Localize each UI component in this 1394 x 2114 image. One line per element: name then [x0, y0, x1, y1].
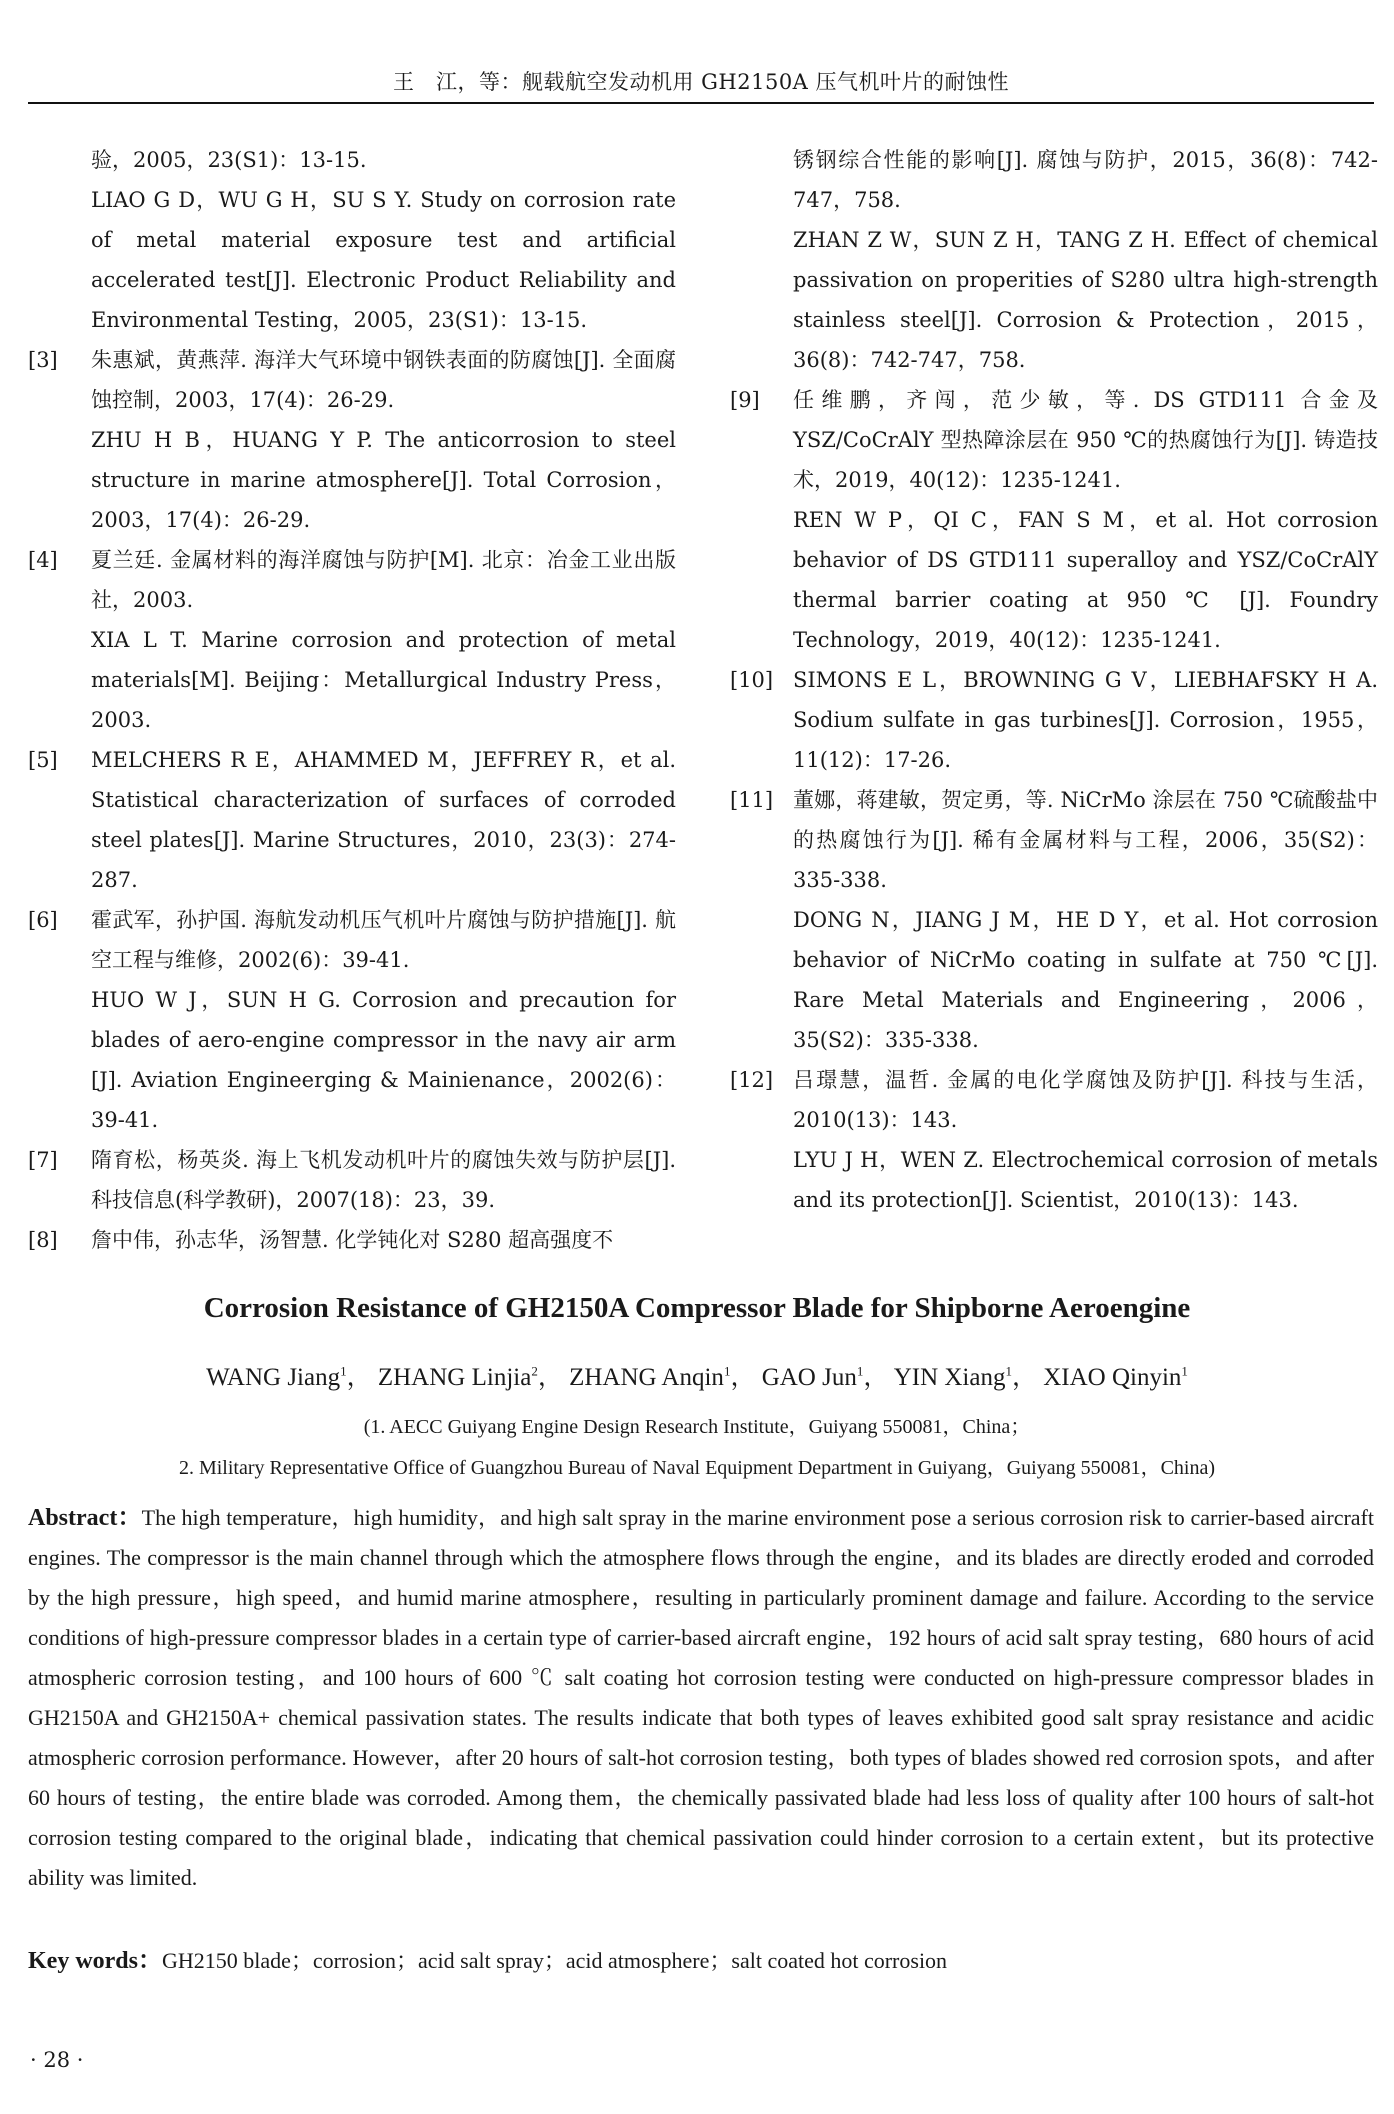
reference-item [730, 660, 1378, 780]
abstract-label: Abstract： [28, 1505, 142, 1531]
author-name: YIN Xiang [893, 1364, 1006, 1391]
abstract [28, 1498, 1374, 1898]
reference-item [28, 740, 676, 900]
ref-line: MELCHERS R E，AHAMMED M，JEFFREY R，et al. Statistical characterization of surfaces of corroded steel plates[J]. Marine Structures，2010，23(3)：274-287. [91, 748, 676, 892]
ref-line: 任维鹏，齐闯，范少敏，等. DS GTD111 合金及 YSZ/CoCrAlY 型热障涂层在 950 ℃的热腐蚀行为[J]. 铸造技术，2019，40(12)：1235-1241. [793, 388, 1378, 492]
ref-line: 霍武军，孙护国. 海航发动机压气机叶片腐蚀与防护措施[J]. 航空工程与维修，2002(6)：39-41. [91, 908, 676, 972]
ref-number: [11] [730, 788, 774, 812]
ref-line: 验，2005，23(S1)：13-15. [91, 148, 367, 172]
affiliation-1: (1. AECC Guiyang Engine Design Research Institute，Guiyang 550081，China； [363, 1416, 1031, 1438]
ref-number: [4] [28, 548, 58, 572]
author-name: ZHANG Anqin [569, 1364, 724, 1391]
ref-line: LIAO G D，WU G H，SU S Y. Study on corrosion rate of metal material exposure test and artificial accelerated test[J]. Electronic Product Reliability and Environmental Testing，2005，23(S1)：13-15. [91, 188, 676, 332]
ref-line: 隋育松，杨英炎. 海上飞机发动机叶片的腐蚀失效与防护层[J]. 科技信息(科学教研)，2007(18)：23，39. [91, 1148, 676, 1212]
ref-line: REN W P，QI C，FAN S M，et al. Hot corrosion behavior of DS GTD111 superalloy and YSZ/CoCrAlY thermal barrier coating at 950 ℃ [J]. Foundry Technology，2019，40(12)：1235-1241. [793, 508, 1378, 652]
ref-line: SIMONS E L，BROWNING G V，LIEBHAFSKY H A. Sodium sulfate in gas turbines[J]. Corrosion，1955，11(12)：17-26. [793, 668, 1378, 772]
ref-line: 吕璟慧，温哲. 金属的电化学腐蚀及防护[J]. 科技与生活，2010(13)：143. [793, 1068, 1378, 1132]
ref-number: [3] [28, 348, 58, 372]
ref-line: 朱惠斌，黄燕萍. 海洋大气环境中钢铁表面的防腐蚀[J]. 全面腐蚀控制，2003，17(4)：26-29. [91, 348, 676, 412]
reference-item [28, 900, 676, 1140]
ref-line: DONG N，JIANG J M，HE D Y，et al. Hot corrosion behavior of NiCrMo coating in sulfate at 750 ℃[J]. Rare Metal Materials and Engineering，2006，35(S2)：335-338. [793, 908, 1378, 1052]
running-head: 王 江，等：舰载航空发动机用 GH2150A 压气机叶片的耐蚀性 [392, 70, 1010, 94]
ref-line: ZHAN Z W，SUN Z H，TANG Z H. Effect of chemical passivation on properities of S280 ultra high-strength stainless steel[J]. Corrosion & Protection，2015，36(8)：742-747，758. [793, 228, 1378, 372]
ref-continuation [730, 140, 1378, 380]
ref-line: HUO W J，SUN H G. Corrosion and precaution for blades of aero-engine compressor in the navy air arm [J]. Aviation Engineerging & Mainienance，2002(6)：39-41. [91, 988, 676, 1132]
author-affiliation-mark: 1 [856, 1363, 864, 1379]
ref-line: 夏兰廷. 金属材料的海洋腐蚀与防护[M]. 北京：冶金工业出版社，2003. [91, 548, 676, 612]
author-affiliation-mark: 1 [723, 1363, 731, 1379]
reference-item [730, 380, 1378, 660]
author-affiliation-mark: 1 [1181, 1363, 1188, 1379]
reference-item [28, 340, 676, 540]
ref-line: ZHU H B，HUANG Y P. The anticorrosion to steel structure in marine atmosphere[J]. Total Corrosion，2003，17(4)：26-29. [91, 428, 676, 532]
reference-item [28, 1220, 676, 1260]
reference-item [730, 780, 1378, 1060]
ref-continuation [28, 140, 676, 340]
abstract-text: The high temperature，high humidity，and high salt spray in the marine environment pose a serious corrosion risk to carrier-based aircraft engines. The compressor is the main channel through which the atmosphere flows through the engine，and its blades are directly eroded and corroded by the high pressure，high speed，and humid marine atmosphere，resulting in particularly prominent damage and failure. According to the service conditions of high-pressure compressor blades in a certain type of carrier-based aircraft engine，192 hours of acid salt spray testing，680 hours of acid atmospheric corrosion testing，and 100 hours of 600 ℃ salt coating hot corrosion testing were conducted on high-pressure compressor blades in GH2150A and GH2150A+ chemical passivation states. The results indicate that both types of leaves exhibited good salt spray resistance and acidic atmospheric corrosion performance. However，after 20 hours of salt-hot corrosion testing，both types of blades showed red corrosion spots，and after 60 hours of testing，the entire blade was corroded. Among them，the chemically passivated blade had less loss of quality after 100 hours of salt-hot corrosion testing compared to the original blade，indicating that chemical passivation could hinder corrosion to a certain extent，but its protective ability was limited. [28, 1505, 1374, 1890]
author-affiliation-mark: 1 [340, 1363, 347, 1379]
ref-number: [12] [730, 1068, 774, 1092]
author-name: WANG Jiang [206, 1364, 341, 1391]
ref-line: 锈钢综合性能的影响[J]. 腐蚀与防护，2015，36(8)：742-747，758. [793, 148, 1378, 212]
english-title: Corrosion Resistance of GH2150A Compressor Blade for Shipborne Aeroengine [203, 1292, 1191, 1324]
author-name: ZHANG Linjia [377, 1364, 532, 1391]
author-name: XIAO Qinyin [1043, 1364, 1182, 1391]
ref-line: 董娜，蒋建敏，贺定勇，等. NiCrMo 涂层在 750 ℃硫酸盐中的热腐蚀行为[J]. 稀有金属材料与工程，2006，35(S2)：335-338. [793, 788, 1378, 892]
page-number: · 28 · [30, 2048, 84, 2072]
keywords [28, 1941, 1374, 1981]
ref-line: XIA L T. Marine corrosion and protection of metal materials[M]. Beijing：Metallurgical Industry Press，2003. [91, 628, 676, 732]
author-affiliation-mark: 2 [531, 1363, 538, 1379]
reference-item [28, 540, 676, 740]
ref-number: [9] [730, 388, 760, 412]
author-affiliation-mark: 1 [1005, 1363, 1012, 1379]
reference-item [730, 1060, 1378, 1220]
keywords-label: Key words： [28, 1948, 162, 1974]
ref-line: LYU J H，WEN Z. Electrochemical corrosion of metals and its protection[J]. Scientist，2010(13)：143. [793, 1148, 1378, 1212]
keywords-text: GH2150 blade；corrosion；acid salt spray；acid atmosphere；salt coated hot corrosion [162, 1948, 948, 1973]
references-right-column [730, 140, 1378, 1220]
ref-line: 詹中伟，孙志华，汤智慧. 化学钝化对 S280 超高强度不 [91, 1228, 614, 1252]
ref-number: [10] [730, 668, 774, 692]
ref-number: [8] [28, 1228, 58, 1252]
ref-number: [6] [28, 908, 58, 932]
ref-number: [5] [28, 748, 58, 772]
references-left-column [28, 140, 676, 1260]
ref-number: [7] [28, 1148, 58, 1172]
header-rule [28, 102, 1374, 104]
author-name: GAO Jun [761, 1364, 857, 1391]
affiliation-2: 2. Military Representative Office of Guangzhou Bureau of Naval Equipment Department in Guiyang，Guiyang 550081，China) [178, 1457, 1216, 1479]
reference-item [28, 1140, 676, 1220]
author-list: WANG Jiang$^1$， ZHANG Linjia$^2$， ZHANG Anqin$^1$， GAO Jun$^1$， YIN Xiang$^1$， XIAO Qinyin$^1$ [206, 1363, 1188, 1391]
